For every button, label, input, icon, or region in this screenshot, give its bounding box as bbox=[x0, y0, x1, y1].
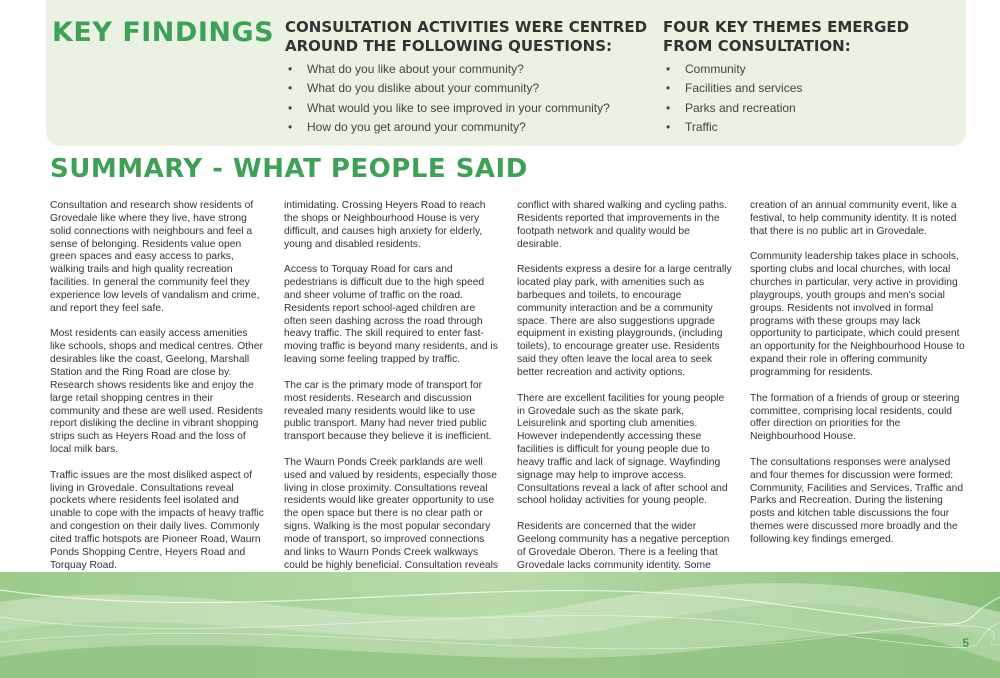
question-item: • What do you dislike about your community? bbox=[285, 79, 647, 98]
summary-paragraph: Residents are concerned that the wider Geelong community has a negative perception of Grovedale Oberon. There is a feeling that Grovedale lacks community identity. Some bbox=[517, 521, 730, 571]
summary-paragraph: Residents express a desire for a large centrally located play park, with amenities such as barbeques and toilets, to encourage community interaction and be a community space. There are also suggestions upgrade equipment in existing playgrounds, (including toilets), to encourage greater use. Residents said they often leave the local area to seek better recreation and activity options. bbox=[517, 264, 732, 378]
summary-column-2 bbox=[284, 200, 499, 598]
summary-paragraph: The car is the primary mode of transport for most residents. Research and discussion revealed many residents would like to use public transport. Many had never tried public transport because they believe it is inefficient. bbox=[284, 379, 492, 443]
summary-paragraph: Consultation and research show residents of Grovedale like where they live, have strong solid connections with neighbours and feel a sense of belonging. Residents value open green spaces and easy access to parks, walking trails and high quality recreation facilities. In general the community feel they experience low levels of vandalism and crime, and report they feel safe. bbox=[50, 200, 260, 314]
summary-column-3 bbox=[517, 200, 732, 598]
questions-heading: CONSULTATION ACTIVITIES WERE CENTRED AROUND THE FOLLOWING QUESTIONS: bbox=[285, 18, 648, 55]
theme-item: • Traffic bbox=[663, 118, 909, 137]
themes-block bbox=[663, 18, 909, 137]
page-number: 5 bbox=[962, 636, 969, 650]
theme-item: • Facilities and services bbox=[663, 79, 909, 98]
summary-paragraph: The Waurn Ponds Creek parklands are well used and valued by residents, especially those living in close proximity. Consultations reveal residents would like greater opportunity to use the open space but there is no clear path or signs. Walking is the most popular secondary mode of transport, so improved connections and links to Waurn Ponds Creek walkways could be highly beneficial. Consultation reveals bbox=[284, 456, 499, 571]
theme-item: • Community bbox=[663, 60, 909, 79]
key-findings-title: KEY FINDINGS bbox=[52, 17, 275, 48]
summary-column-1 bbox=[50, 200, 265, 624]
summary-paragraph: Traffic issues are the most disliked aspect of living in Grovedale. Consultations reveal pockets where residents feel isolated and unable to cope with the impacts of heavy traffic and congestion on their daily lives. Commonly cited traffic hotspots are Pioneer Road, Waurn Ponds Shopping Centre, Heyers Road and Torquay Road. bbox=[50, 469, 264, 571]
summary-paragraph: Community leadership takes place in schools, sporting clubs and local churches, with local churches in particular, very active in providing playgroups, youth groups and men's social groups. Residents not involved in formal programs with these groups may lack opportunity to participate, which could present an opportunity for the Neighbourhood House to expand their role in offering community programming for residents. bbox=[750, 251, 965, 378]
questions-block bbox=[285, 18, 647, 137]
questions-list bbox=[285, 60, 647, 137]
summary-paragraph: Most residents can easily access amenities like schools, shops and medical centres. Other desirables like the coast, Geelong, Marshall Station and the Ring Road are close by. Research shows residents like and enjoy the large retail shopping centres in their community and these are well used. Residents report disliking the decline in vibrant shopping strips such as Heyers Road and the loss of local milk bars. bbox=[50, 328, 263, 456]
themes-list bbox=[663, 60, 909, 137]
themes-heading: FOUR KEY THEMES EMERGED FROM CONSULTATION: bbox=[663, 18, 910, 55]
summary-paragraph: Access to Torquay Road for cars and pedestrians is difficult due to the high speed and sheer volume of traffic on the road. Residents report school-aged children are often seen dashing across the road through heavy traffic. The skill required to enter fast-moving traffic is beyond many residents, and is leaving some feeling trapped by traffic. bbox=[284, 264, 498, 366]
summary-paragraph: There are excellent facilities for young people in Grovedale such as the skate park, Leisurelink and sporting club amenities. However independently accessing these facilities is difficult for young people due to heavy traffic and lack of signage. Wayfinding signage may help to improve access. Consultations reveal a lack of after school and school holiday activities for young people. bbox=[517, 392, 728, 507]
decorative-wave-band bbox=[0, 572, 1000, 678]
summary-paragraph: intimidating. Crossing Heyers Road to reach the shops or Neighbourhood House is very difficult, and causes high anxiety for elderly, young and disabled residents. bbox=[284, 200, 486, 250]
summary-paragraph: creation of an annual community event, like a festival, to help community identity. It is noted that there is no public art in Grovedale. bbox=[750, 200, 957, 237]
question-item: • What do you like about your community? bbox=[285, 60, 647, 79]
theme-item: • Parks and recreation bbox=[663, 99, 909, 118]
summary-paragraph: The formation of a friends of group or steering committee, comprising local residents, could offer direction on priorities for the Neighbourhood House. bbox=[750, 392, 960, 443]
question-item: • What would you like to see improved in your community? bbox=[285, 99, 647, 118]
summary-paragraph: The consultations responses were analysed and four themes for discussion were formed: Community, Facilities and Services, Traffic and Parks and Recreation. During the listening posts and kitchen table discussions the four themes were discussed more broadly and the following key findings emerged. bbox=[750, 456, 964, 545]
summary-title: SUMMARY - WHAT PEOPLE SAID bbox=[50, 154, 528, 184]
summary-paragraph: conflict with shared walking and cycling paths. Residents reported that improvements in the footpath network and quality would be desirable. bbox=[517, 200, 728, 250]
question-item: • How do you get around your community? bbox=[285, 118, 647, 137]
summary-column-4 bbox=[750, 200, 965, 560]
